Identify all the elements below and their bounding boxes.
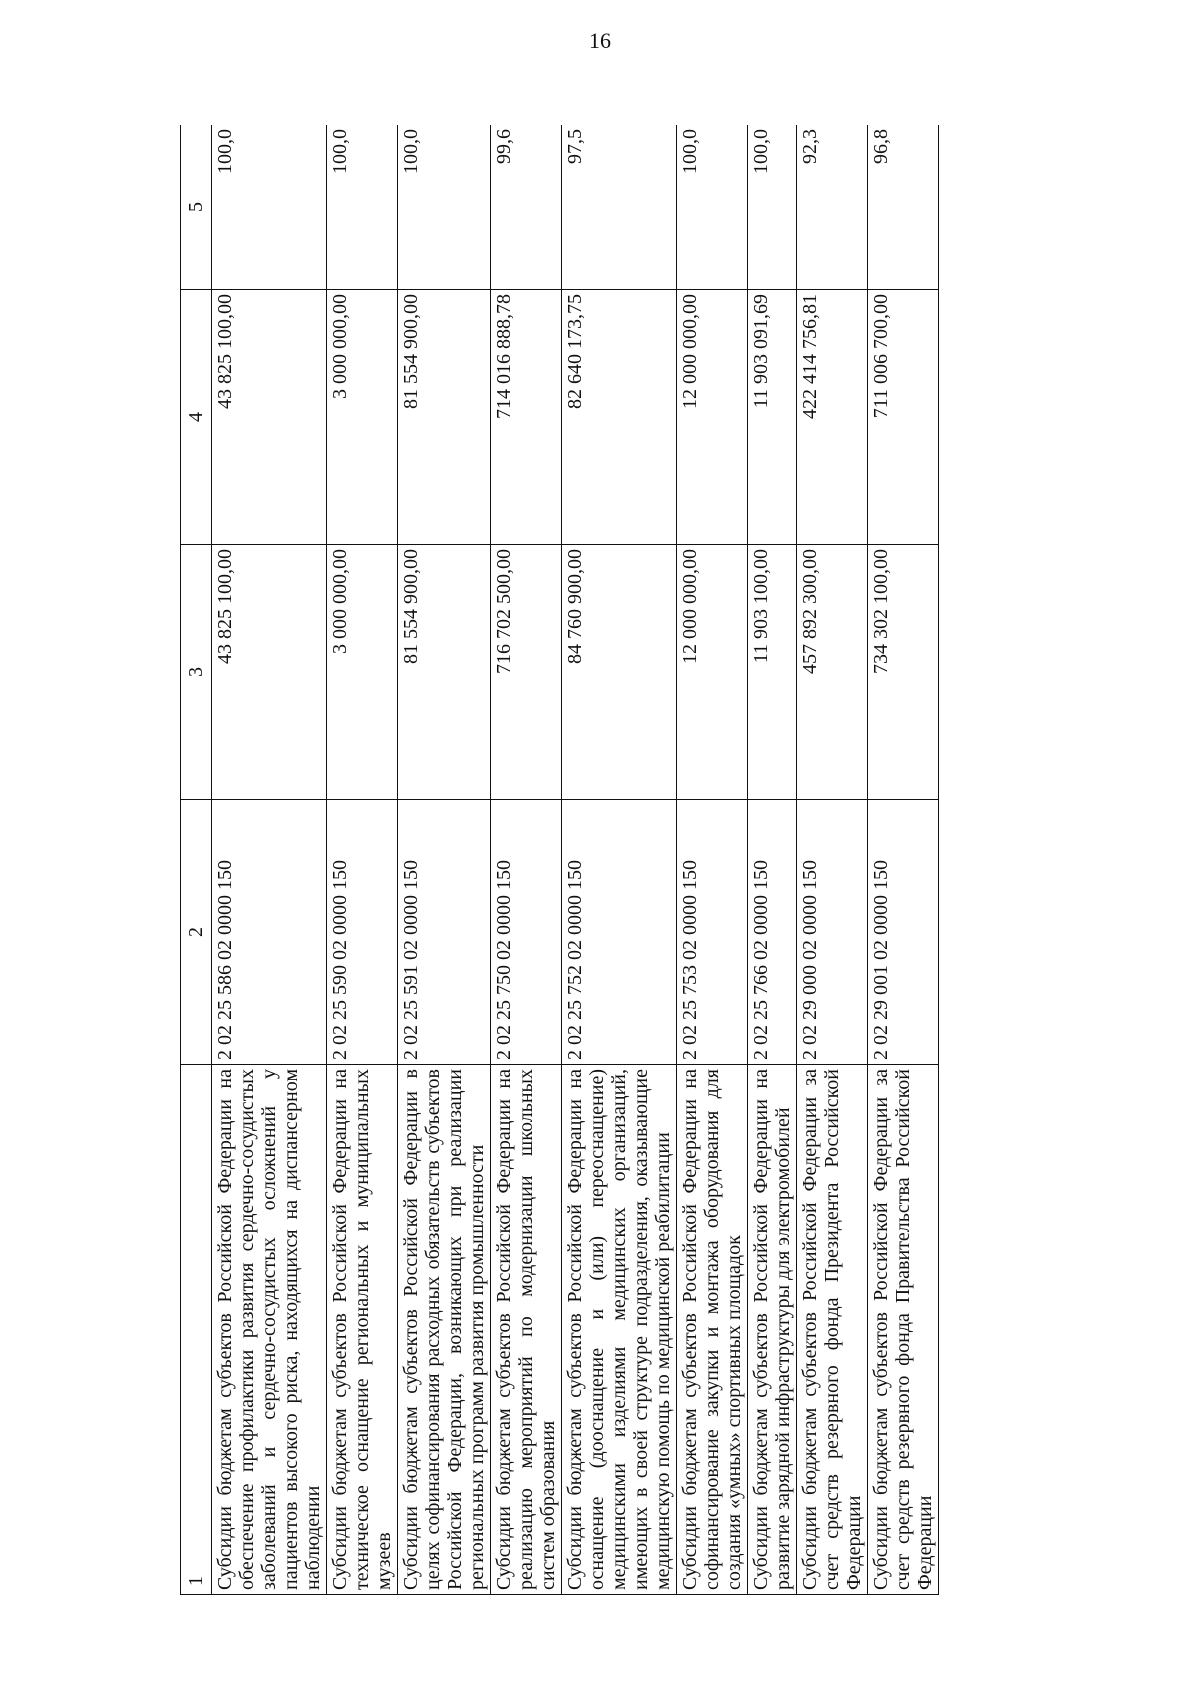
row-percent: 92,3 [797, 125, 868, 290]
row-code: 2 02 25 752 02 0000 150 [562, 800, 677, 1065]
row-plan: 43 825 100,00 [212, 545, 327, 800]
row-percent: 100,0 [327, 125, 398, 290]
row-code: 2 02 25 590 02 0000 150 [327, 800, 398, 1065]
row-fact: 81 554 900,00 [398, 290, 491, 545]
page-number: 16 [589, 28, 611, 53]
row-plan: 716 702 500,00 [491, 545, 562, 800]
row-percent: 100,0 [398, 125, 491, 290]
row-name: Субсидии бюджетам субъектов Российской Федерации на оснащение (дооснащение и (или) переоснащение) медицинскими изделиями медицинских организаций, имеющих в своей структуре подразделения, оказывающие медицинскую помощь по медицинской реабилитации [562, 1065, 677, 1595]
table-row [677, 125, 748, 1595]
table-row [212, 125, 327, 1595]
row-fact: 711 006 700,00 [868, 290, 939, 545]
row-fact: 714 016 888,78 [491, 290, 562, 545]
table-row [398, 125, 491, 1595]
row-name: Субсидии бюджетам субъектов Российской Федерации на софинансирование закупки и монтажа оборудования для создания «умных» спортивных площадок [677, 1065, 748, 1595]
row-percent: 100,0 [677, 125, 748, 290]
row-percent: 99,6 [491, 125, 562, 290]
budget-table [180, 125, 939, 1595]
row-percent: 97,5 [562, 125, 677, 290]
row-code: 2 02 25 591 02 0000 150 [398, 800, 491, 1065]
row-name: Субсидии бюджетам субъектов Российской Федерации за счет средств резервного фонда Правительства Российской Федерации [868, 1065, 939, 1595]
table-row [748, 125, 797, 1595]
column-header-1: 1 [181, 1065, 212, 1595]
row-fact: 12 000 000,00 [677, 290, 748, 545]
row-code: 2 02 25 766 02 0000 150 [748, 800, 797, 1065]
table-row [562, 125, 677, 1595]
row-name: Субсидии бюджетам субъектов Российской Федерации за счет средств резервного фонда Президента Российской Федерации [797, 1065, 868, 1595]
row-name: Субсидии бюджетам субъектов Российской Федерации на развитие зарядной инфраструктуры для электромобилей [748, 1065, 797, 1595]
column-header-5: 5 [181, 125, 212, 290]
row-percent: 96,8 [868, 125, 939, 290]
row-name: Субсидии бюджетам субъектов Российской Федерации на обеспечение профилактики развития сердечно-сосудистых заболеваний и сердечно-сосудистых осложнений у пациентов высокого риска, находящихся на диспансерном наблюдении [212, 1065, 327, 1595]
header-row [181, 125, 212, 1595]
row-plan: 11 903 100,00 [748, 545, 797, 800]
row-percent: 100,0 [212, 125, 327, 290]
column-header-4: 4 [181, 290, 212, 545]
row-code: 2 02 25 586 02 0000 150 [212, 800, 327, 1065]
row-fact: 11 903 091,69 [748, 290, 797, 545]
rotated-table-frame [180, 125, 1065, 1595]
row-plan: 734 302 100,00 [868, 545, 939, 800]
row-code: 2 02 25 753 02 0000 150 [677, 800, 748, 1065]
table-row [797, 125, 868, 1595]
row-percent: 100,0 [748, 125, 797, 290]
row-fact: 3 000 000,00 [327, 290, 398, 545]
row-code: 2 02 29 001 02 0000 150 [868, 800, 939, 1065]
row-plan: 457 892 300,00 [797, 545, 868, 800]
table-row [868, 125, 939, 1595]
column-header-3: 3 [181, 545, 212, 800]
rotated-table-content [180, 125, 1065, 1595]
row-plan: 84 760 900,00 [562, 545, 677, 800]
row-plan: 12 000 000,00 [677, 545, 748, 800]
row-fact: 43 825 100,00 [212, 290, 327, 545]
table-row [491, 125, 562, 1595]
row-name: Субсидии бюджетам субъектов Российской Федерации на реализацию мероприятий по модернизации школьных систем образования [491, 1065, 562, 1595]
row-fact: 422 414 756,81 [797, 290, 868, 545]
row-code: 2 02 25 750 02 0000 150 [491, 800, 562, 1065]
row-name: Субсидии бюджетам субъектов Российской Федерации на техническое оснащение региональных и муниципальных музеев [327, 1065, 398, 1595]
row-fact: 82 640 173,75 [562, 290, 677, 545]
row-name: Субсидии бюджетам субъектов Российской Федерации в целях софинансирования расходных обязательств субъектов Российской Федерации, возникающих при реализации региональных программ развития промышленности [398, 1065, 491, 1595]
table-row [327, 125, 398, 1595]
row-code: 2 02 29 000 02 0000 150 [797, 800, 868, 1065]
column-header-2: 2 [181, 800, 212, 1065]
row-plan: 3 000 000,00 [327, 545, 398, 800]
row-plan: 81 554 900,00 [398, 545, 491, 800]
